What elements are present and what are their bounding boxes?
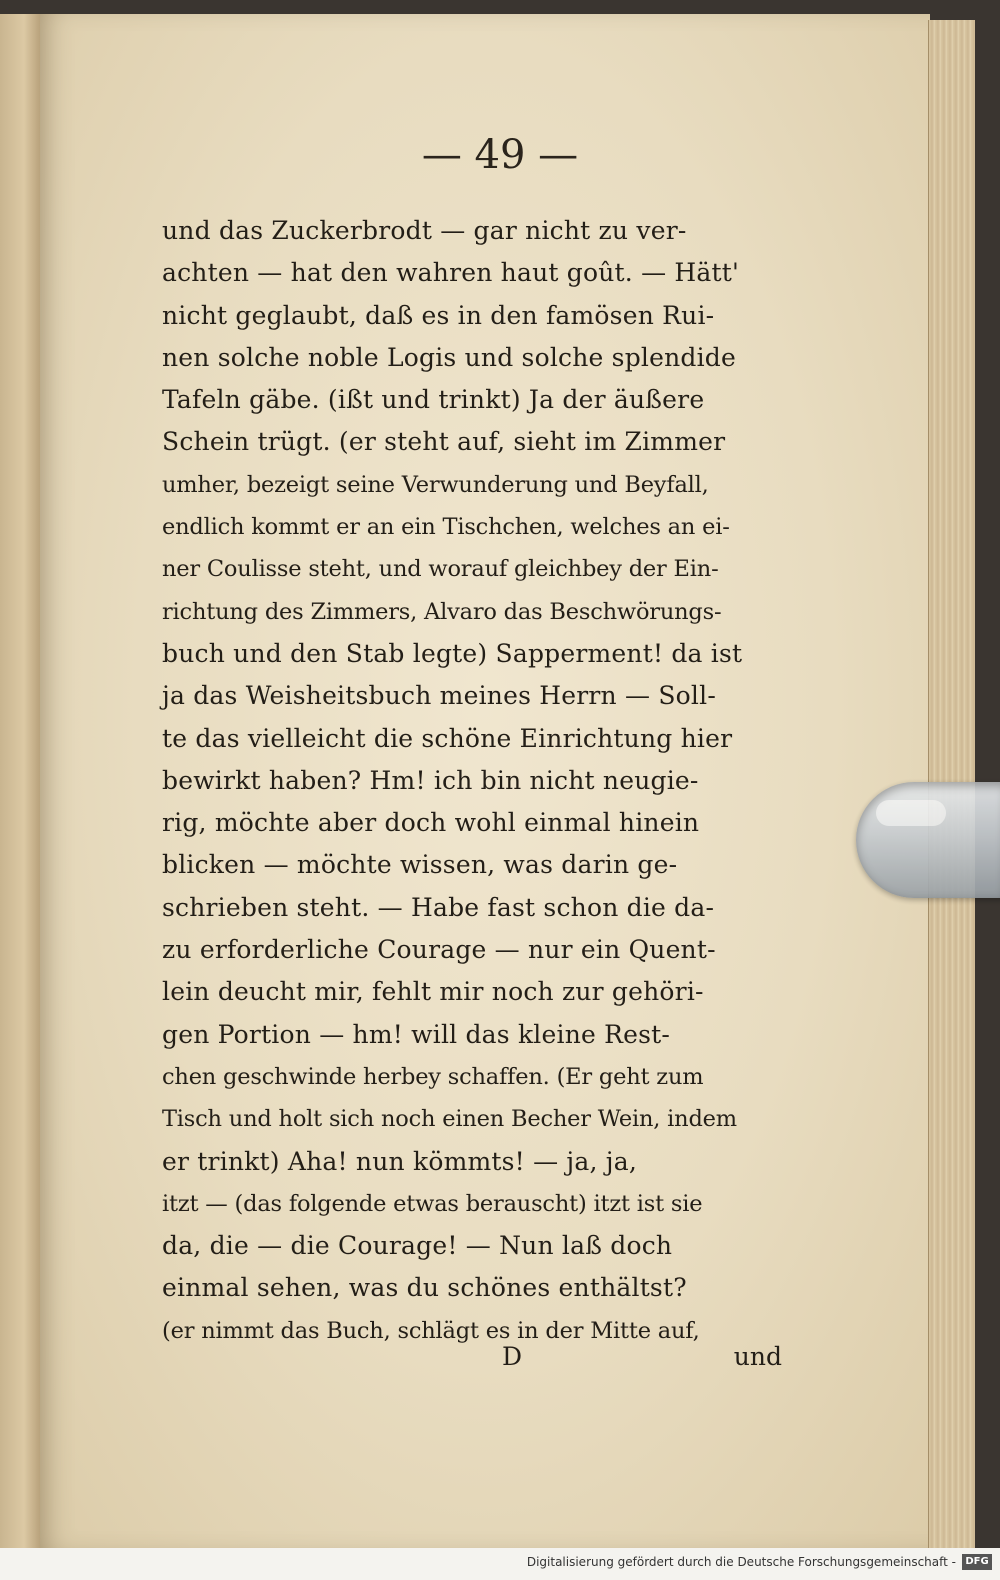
catchword: und — [733, 1342, 782, 1371]
text-line: schrieben steht. — Habe fast schon die da- — [162, 892, 715, 922]
text-line: bewirkt haben? Hm! ich bin nicht neugie- — [162, 765, 699, 795]
text-line: nen solche noble Logis und solche splendide — [162, 342, 736, 372]
text-line: blicken — möchte wissen, was darin ge- — [162, 850, 678, 880]
text-line: rig, möchte aber doch wohl einmal hinein — [162, 808, 700, 838]
page-number: — 49 — — [421, 132, 579, 178]
text-line: umher, bezeigt seine Verwunderung und Beyfall, — [162, 471, 709, 498]
footer — [0, 1548, 1000, 1580]
text-line: da, die — die Courage! — Nun laß doch — [162, 1231, 673, 1261]
page-clip — [856, 782, 1000, 898]
page-foot — [162, 1342, 782, 1384]
text-line: endlich kommt er an ein Tischchen, welches an ei- — [162, 514, 730, 541]
dfg-logo: DFG — [962, 1554, 992, 1570]
funding-credit: Digitalisierung gefördert durch die Deutsche Forschungsgemeinschaft - — [526, 1555, 956, 1569]
text-line: gen Portion — hm! will das kleine Rest- — [162, 1019, 671, 1049]
text-line: zu erforderliche Courage — nur ein Quent- — [162, 935, 716, 965]
text-line: itzt — (das folgende etwas berauscht) itzt ist sie — [162, 1190, 703, 1217]
left-page-edge — [0, 14, 42, 1548]
text-line: nicht geglaubt, daß es in den famösen Rui- — [162, 300, 715, 330]
text-line: richtung des Zimmers, Alvaro das Beschwörungs- — [162, 598, 722, 625]
text-block — [162, 210, 782, 1352]
text-line: te das vielleicht die schöne Einrichtung hier — [162, 723, 733, 753]
text-line: und das Zuckerbrodt — gar nicht zu ver- — [162, 216, 687, 245]
text-line: chen geschwinde herbey schaffen. (Er geht zum — [162, 1063, 704, 1090]
text-line: ja das Weisheitsbuch meines Herrn — Soll- — [162, 681, 716, 711]
text-line: Tafeln gäbe. (ißt und trinkt) Ja der äußere — [162, 385, 705, 415]
clip-highlight — [876, 800, 946, 826]
text-line: Schein trügt. (er steht auf, sieht im Zimmer — [162, 427, 726, 457]
text-line: lein deucht mir, fehlt mir noch zur gehöri- — [162, 977, 704, 1007]
signature-mark: D — [502, 1342, 523, 1371]
text-line: ner Coulisse steht, und worauf gleichbey der Ein- — [162, 556, 719, 583]
text-line: buch und den Stab legte) Sapperment! da ist — [162, 638, 743, 668]
text-line: er trinkt) Aha! nun kömmts! — ja, ja, — [162, 1146, 637, 1176]
text-line: Tisch und holt sich noch einen Becher Wein, indem — [162, 1106, 737, 1133]
text-line: (er nimmt das Buch, schlägt es in der Mitte auf, — [162, 1317, 700, 1344]
text-line: achten — hat den wahren haut goût. — Hätt' — [162, 258, 740, 288]
text-line: einmal sehen, was du schönes enthältst? — [162, 1273, 687, 1303]
